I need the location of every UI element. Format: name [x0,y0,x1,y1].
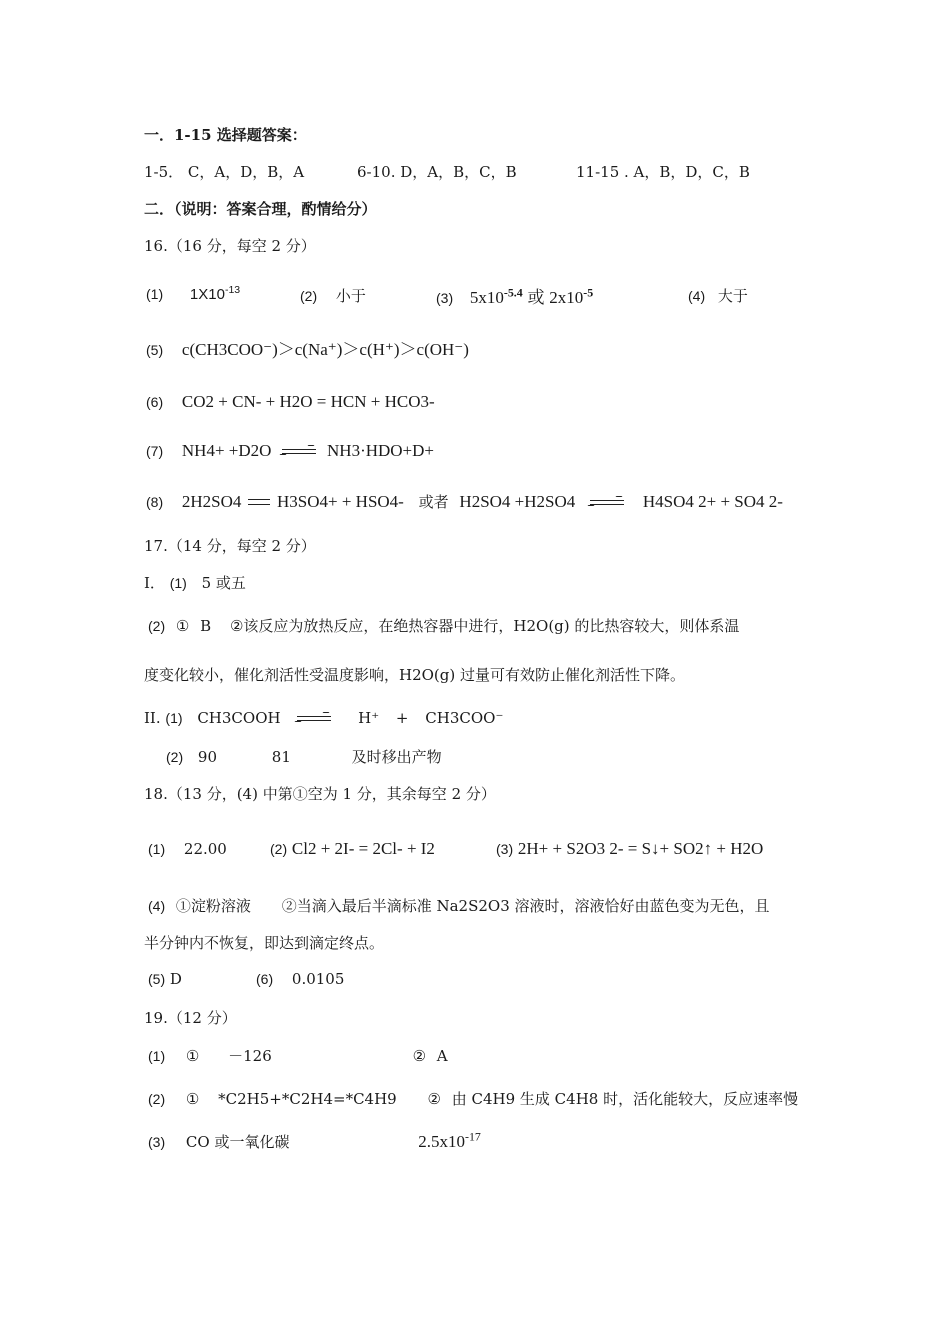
answer-number: (6) [146,394,164,410]
circle-1: ① [185,1047,200,1065]
equation-right: H3SO4+ + HSO4- [276,492,404,511]
q16-answer-4 [688,285,748,306]
elementary-step: *C2H5+*C2H4=*C4H9 [218,1090,397,1108]
answer-value: 0.0105 [291,970,345,988]
explanation-line-2: 度变化较小，催化剂活性受温度影响，H2O(g) 过量可有效防止催化剂活性下降。 [144,666,685,684]
q16-heading: 16.（16 分，每空 2 分） [144,237,316,255]
q17-part2-1 [144,709,503,727]
q18-answer-6 [256,970,344,988]
product-2: CH3COO⁻ [425,709,504,727]
q18-answer-5 [148,970,182,988]
equation-left: CH3COOH [197,709,281,727]
answer-value: 5 或五 [201,574,246,592]
answer-number: (1) [148,841,166,857]
answer-value-2: A [436,1047,448,1065]
ionic-equation: 2H+ + S2O3 2- = S↓+ SO2↑ + H2O [517,839,764,858]
q17-part1-1 [144,572,246,593]
answer-number: (5) [148,971,166,987]
section-1-title: 一．1-15 选择题答案： [144,126,307,144]
q16-answer-3 [436,283,593,308]
section-2-title: 二．（说明：答案合理，酌情给分） [144,200,377,218]
answer-number: (3) [436,290,454,306]
answer-number: (4) [148,898,166,914]
answers-1-5: 1-5． C，A，D，B，A [144,163,305,181]
answer-value: 22.00 [183,840,227,858]
answer-number: (1) [148,1048,166,1064]
q16-answer-1 [146,285,240,303]
endpoint-description-cont: 半分钟内不恢复，即达到滴定终点。 [144,934,385,952]
part-label: II. [144,709,161,727]
answer-number: (1) [169,575,187,591]
q19-heading: 19.（12 分） [144,1009,237,1027]
equilibrium-arrow-icon [297,714,331,724]
equation-left-2: H2SO4 +H2SO4 [459,492,576,511]
answer-value: D [169,970,182,988]
equation-left: 2H2SO4 [181,492,242,511]
answer-number: (2) [166,749,184,765]
or-text: 或者 [418,493,449,511]
q17-part1-2 [148,615,739,636]
q18-answer-4 [148,895,770,916]
rate-explanation: 由 C4H9 生成 C4H8 时，活化能较大，反应速率慢 [451,1090,799,1108]
circle-1: ① [185,1090,200,1108]
answers-6-10: 6-10. D，A，B，C，B [357,163,517,181]
q18-answer-2 [270,839,435,859]
answer-number: (2) [270,841,288,857]
answer-value: $1X10^{-13}$ [189,284,241,303]
answer-value-1: －126 [228,1047,272,1065]
answer-value-a: $5x10^{-5.4}$ [469,285,523,307]
answer-value-1: CO 或一氧化碳 [185,1133,290,1151]
product-1: H⁺ [358,709,380,727]
answer-b: 81 [271,748,291,766]
q18-answer-3 [496,839,763,859]
answer-number: (2) [148,1091,166,1107]
q17-heading: 17.（14 分，每空 2 分） [144,537,316,555]
q19-answer-1 [148,1045,448,1066]
answer-value: 小于 [335,287,366,305]
q19-answer-3 [148,1131,481,1152]
answers-11-15: 11-15 . A，B，D，C，B [576,163,750,181]
equation-right: NH3·HDO+D+ [327,441,435,460]
q16-answer-8 [146,491,783,512]
q18-heading: 18.（13 分，(4) 中第①空为 1 分，其余每空 2 分） [144,785,496,803]
circle-1: ① [175,617,190,635]
q19-answer-2 [148,1088,798,1109]
equation-right-2: H4SO4 2+ + SO4 2- [642,492,783,511]
answer-number: (2) [148,618,166,634]
answer-value-2: $2.5x10^{-17}$ [418,1129,481,1151]
q18-answer-1 [148,840,227,858]
answer-number: (2) [300,288,318,304]
answer-number: (1) [146,286,164,302]
answer-number: (4) [688,288,706,304]
q16-answer-2 [300,285,366,306]
q16-answer-7 [146,441,434,461]
answer-number: (3) [148,1134,166,1150]
q17-part2-2 [166,746,442,767]
ionic-equation: Cl2 + 2I- = 2Cl- + I2 [291,839,435,858]
answer-number: (8) [146,494,164,510]
q16-answer-6 [146,392,435,412]
answer-value-b: $2x10^{-5}$ [549,285,594,307]
answer-number: (1) [165,710,183,726]
ionic-equation: CO2 + CN- + H2O = HCN + HCO3- [181,392,435,411]
part-label: Ⅰ． [144,574,165,592]
circle-2: ② [427,1090,441,1108]
circle-2: ② [412,1047,427,1065]
explanation-line-1: ②该反应为放热反应，在绝热容器中进行，H2O(g) 的比热容较大，则体系温 [229,617,740,635]
endpoint-description: ②当滴入最后半滴标准 Na2S2O3 溶液时，溶液恰好由蓝色变为无色，且 [281,897,770,915]
equilibrium-arrow-icon [248,498,270,508]
equilibrium-arrow-icon [282,447,316,457]
or-text: 或 [527,288,545,307]
answer-a: 90 [197,748,217,766]
answer-number: (7) [146,443,164,459]
equilibrium-arrow-icon [590,498,624,508]
answer-number: (6) [256,971,274,987]
concentration-order: c(CH3COO⁻)＞c(Na⁺)＞c(H⁺)＞c(OH⁻) [181,340,469,359]
answer-number: (3) [496,841,514,857]
answer-indicator: ①淀粉溶液 [175,897,251,915]
answer-number: (5) [146,342,164,358]
equation-left: NH4+ +D2O [181,441,272,460]
answer-c: 及时移出产物 [351,748,442,766]
q16-answer-5 [146,335,469,360]
plus-sign: + [395,709,409,727]
answer-value: 大于 [717,287,748,305]
answer-value: B [200,617,212,635]
